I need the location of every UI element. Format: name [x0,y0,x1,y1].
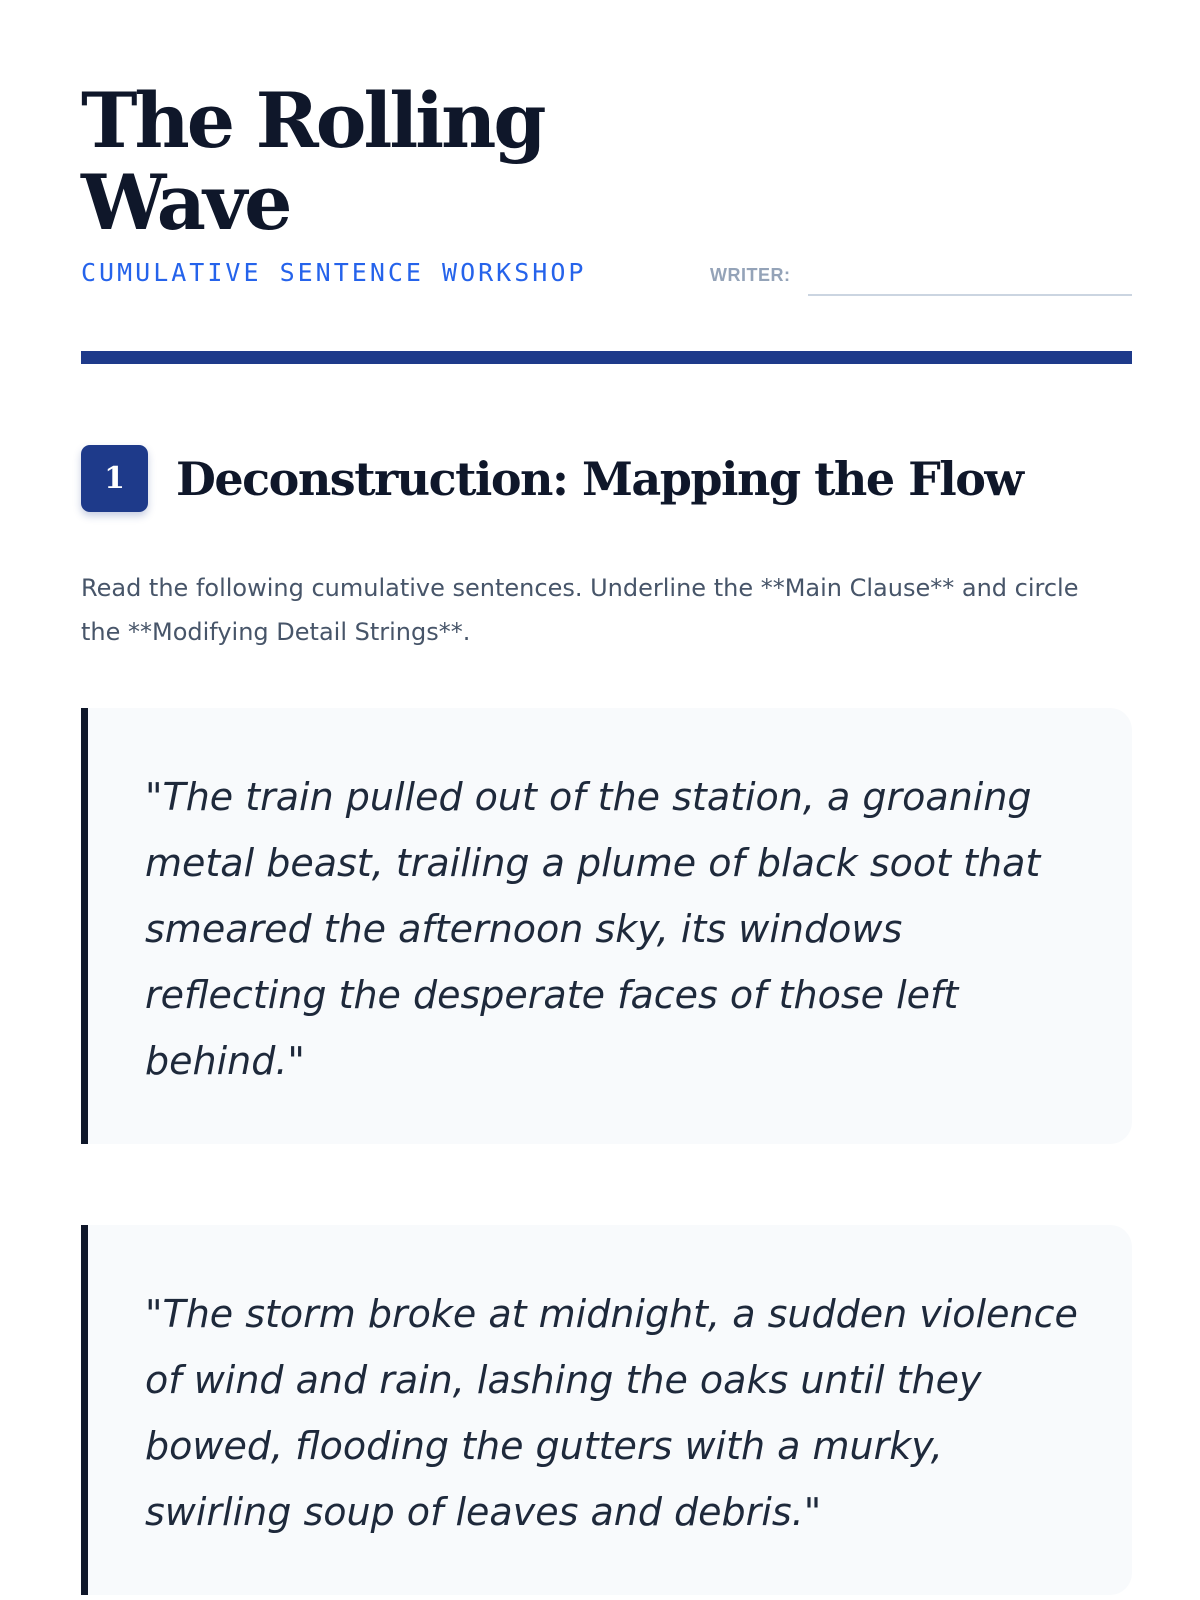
section-instructions: Read the following cumulative sentences. Underline the **Main Clause** and circle the **Modifying Detail Strings**. [81,574,1079,646]
page-title: The Rolling Wave [81,76,544,247]
page-subtitle: CUMULATIVE SENTENCE WORKSHOP [81,258,587,287]
writer-name-field[interactable] [808,294,1132,296]
section-title: Deconstruction: Mapping the Flow [176,452,1023,506]
quote-card [81,708,1132,1144]
writer-label: WRITER: [710,265,791,285]
quote-text: "The storm broke at midnight, a sudden violence of wind and rain, lashing the oaks until they bowed, flooding the gutters with a murky, swirling soup of leaves and debris." [145,1292,1078,1534]
section-number-badge: 1 [81,445,148,512]
quote-text: "The train pulled out of the station, a groaning metal beast, trailing a plume of black soot that smeared the afternoon sky, its windows reflecting the desperate faces of those left behind." [145,775,1041,1083]
quote-card [81,1225,1132,1595]
header-divider [81,351,1132,364]
